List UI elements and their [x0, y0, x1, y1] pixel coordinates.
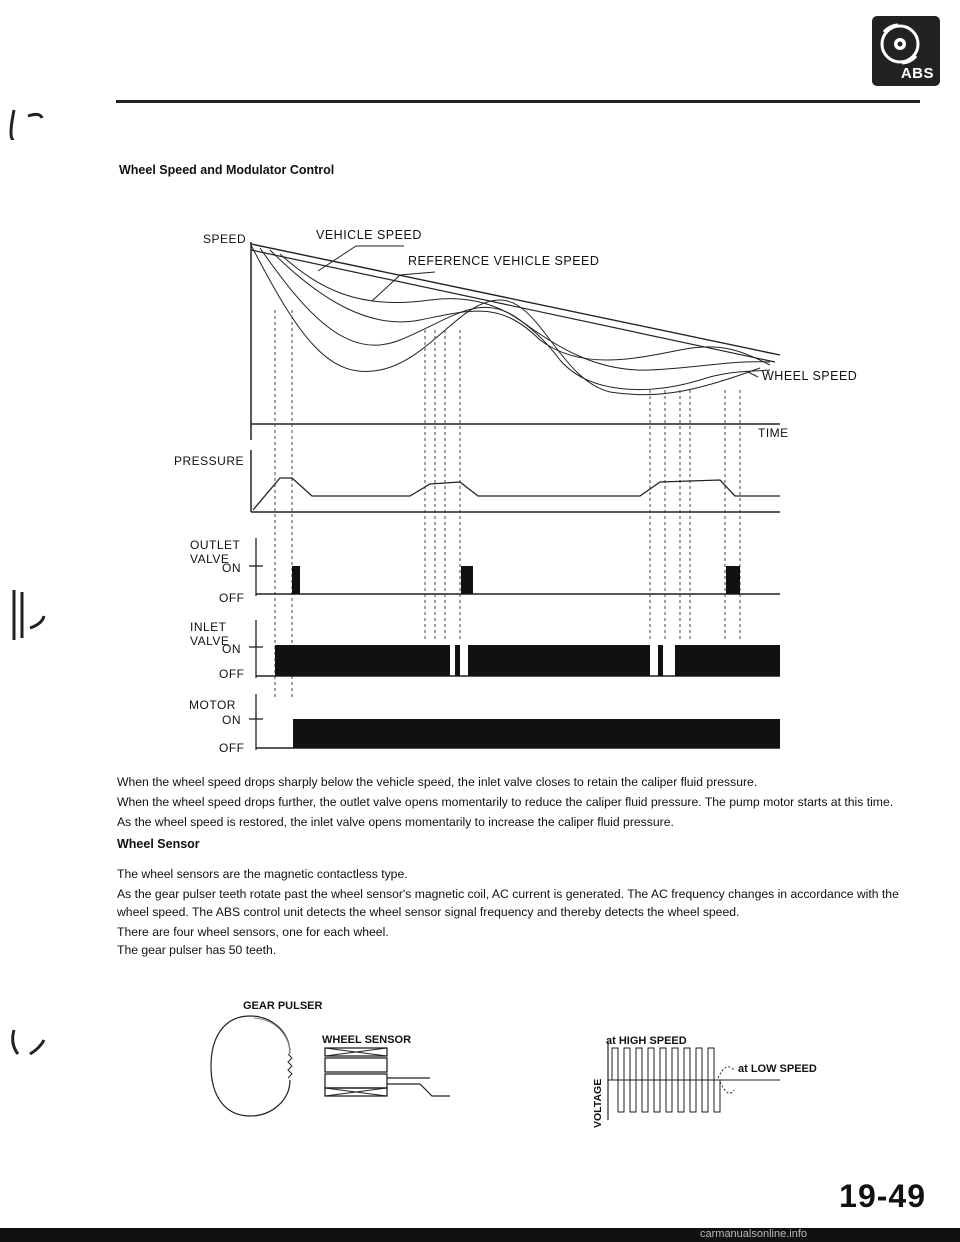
section-title: Wheel Speed and Modulator Control	[119, 163, 335, 177]
wheel-sensor-paragraph: As the gear pulser teeth rotate past the wheel sensor's magnetic coil, AC current is generated. The AC frequency changes in accordance with the wheel speed. The ABS control unit detects the wheel sensor signal frequency and thereby detects the wheel speed.	[117, 887, 899, 919]
wheel-sensor-paragraph: The gear pulser has 50 teeth.	[117, 943, 277, 957]
vehicle-speed-label: VEHICLE SPEED	[316, 228, 422, 242]
footer-bar	[0, 1228, 960, 1242]
outlet-on-label: ON	[222, 561, 241, 575]
wheel-sensor-paragraph: The wheel sensors are the magnetic contactless type.	[117, 867, 408, 881]
wheel-sensor-figure	[0, 1000, 960, 1140]
low-speed-label: at LOW SPEED	[738, 1063, 817, 1075]
motor-label: MOTOR	[189, 698, 236, 712]
motor-off-label: OFF	[219, 741, 245, 755]
abs-badge-label: ABS	[900, 65, 934, 82]
inlet-valve-label-2: VALVE	[190, 634, 230, 648]
voltage-axis-label: VOLTAGE	[592, 1078, 604, 1128]
outlet-off-label: OFF	[219, 591, 245, 605]
inlet-on-label: ON	[222, 642, 241, 656]
pressure-axis-label: PRESSURE	[174, 454, 245, 468]
watermark: carmanualsonline.info	[700, 1228, 808, 1240]
wheel-sensor-paragraph: There are four wheel sensors, one for each wheel.	[117, 925, 389, 939]
gear-pulser-label: GEAR PULSER	[243, 1000, 323, 1012]
speed-axis-label: SPEED	[203, 232, 247, 246]
description-paragraph: When the wheel speed drops sharply below the vehicle speed, the inlet valve closes to retain the caliper fluid pressure.	[117, 775, 758, 789]
motor-on-label: ON	[222, 713, 241, 727]
description	[117, 773, 907, 831]
wheel-sensor-text	[117, 865, 907, 959]
inlet-valve-label-1: INLET	[190, 620, 227, 634]
high-speed-label: at HIGH SPEED	[606, 1035, 687, 1047]
page-number: 19-49	[839, 1178, 926, 1214]
wheel-sensor-label: WHEEL SENSOR	[322, 1034, 412, 1046]
outlet-valve-label-1: OUTLET	[190, 538, 241, 552]
outlet-valve-label-2: VALVE	[190, 552, 230, 566]
wheel-speed-label: WHEEL SPEED	[762, 369, 858, 383]
wheel-sensor-title: Wheel Sensor	[117, 837, 200, 851]
description-paragraph: When the wheel speed drops further, the outlet valve opens momentarily to reduce the caliper fluid pressure. The pump motor starts at this time.	[117, 795, 894, 809]
time-axis-label: TIME	[758, 426, 789, 440]
description-paragraph: As the wheel speed is restored, the inlet valve opens momentarily to increase the caliper fluid pressure.	[117, 815, 674, 829]
inlet-off-label: OFF	[219, 667, 245, 681]
reference-speed-label: REFERENCE VEHICLE SPEED	[408, 254, 600, 268]
